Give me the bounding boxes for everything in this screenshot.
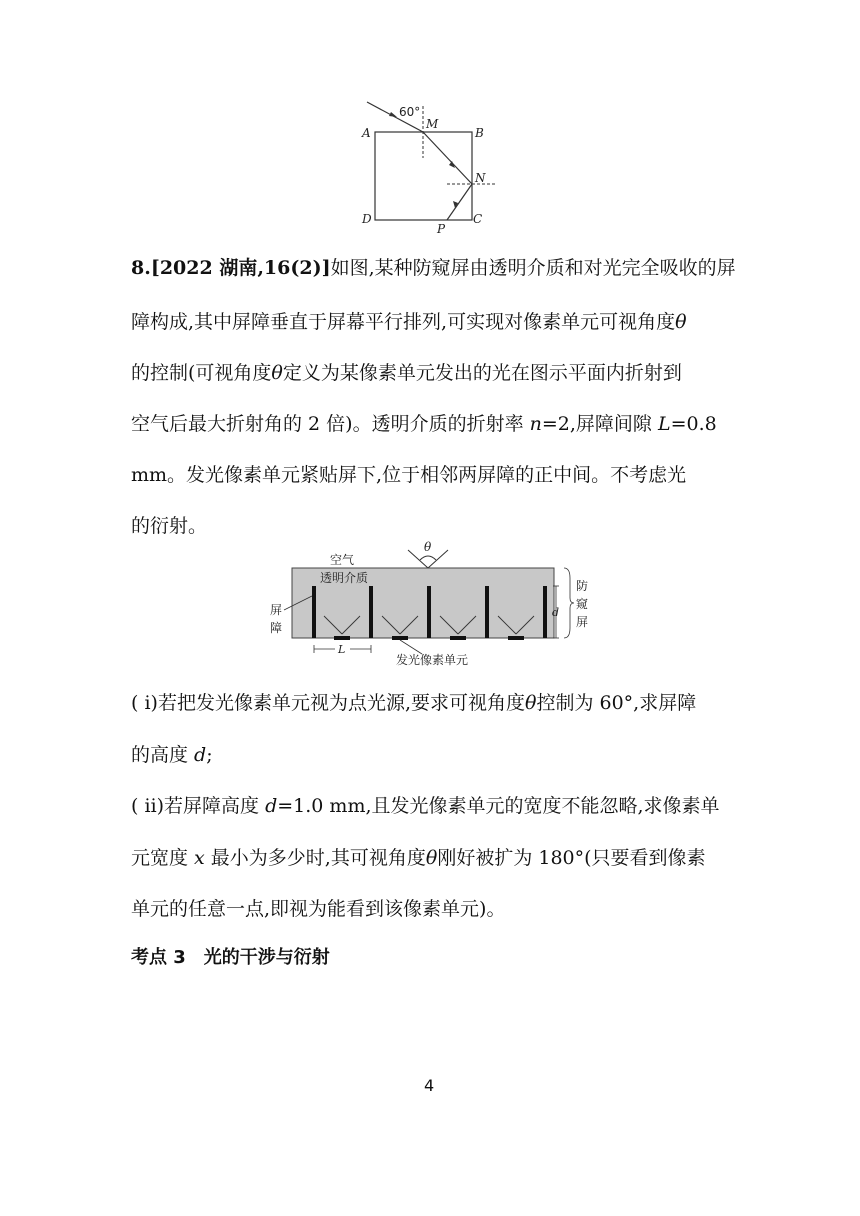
part-ii-line2-c: 刚好被扩为 180°(只要看到像素: [437, 847, 706, 869]
part-ii-var-d: d: [265, 795, 278, 817]
part-ii-label: ( ⅱ): [131, 795, 165, 817]
q8-theta: θ: [675, 311, 687, 333]
part-ii-text-b: =1.0 mm,且发光像素单元的宽度不能忽略,求像素单: [277, 795, 720, 817]
q8-line3-b: 定义为某像素单元发出的光在图示平面内折射到: [282, 362, 682, 384]
q8-var-l: L: [657, 413, 671, 435]
barrier: [485, 586, 489, 638]
page-number: 4: [424, 1076, 435, 1095]
part-i-var-d: d: [194, 744, 207, 766]
part-ii-line-1: [131, 791, 720, 818]
label-b: B: [475, 126, 484, 140]
q8-line-5: mm。发光像素单元紧贴屏下,位于相邻两屏障的正中间。不考虑光: [131, 464, 687, 486]
l-label: L: [338, 643, 346, 656]
screen-brace: [564, 568, 574, 638]
part-i-text-b: 控制为 60°,求屏障: [536, 692, 697, 714]
part-i-label: ( ⅰ): [131, 692, 158, 714]
part-i-theta: θ: [525, 692, 537, 714]
barrier: [312, 586, 316, 638]
section-heading: 考点 3 光的干涉与衍射: [131, 947, 330, 968]
d-label: d: [552, 606, 560, 619]
refraction-figure: [355, 98, 515, 238]
screen-label-1: 防: [576, 579, 589, 593]
part-i-line-2: [131, 740, 213, 767]
barrier: [369, 586, 373, 638]
q8-var-n: n: [529, 413, 542, 435]
q8-line2-text: 障构成,其中屏障垂直于屏幕平行排列,可实现对像素单元可视角度: [131, 311, 676, 333]
label-d: D: [362, 212, 372, 226]
medium-label: 透明介质: [320, 571, 369, 585]
q8-line1-text: 如图,某种防窥屏由透明介质和对光完全吸收的屏: [330, 257, 736, 279]
pixel-label: 发光像素单元: [396, 653, 469, 667]
theta-arc: [420, 556, 436, 560]
part-ii-line-3: 单元的任意一点,即视为能看到该像素单元)。: [131, 898, 506, 920]
part-i-line2-a: 的高度: [131, 744, 195, 766]
q8-line-4: [131, 409, 717, 436]
q8-line3-theta: θ: [271, 362, 283, 384]
q8-line4-a: 空气后最大折射角的 2 倍)。透明介质的折射率: [131, 413, 530, 435]
label-p: P: [437, 222, 446, 236]
block-rect: [375, 132, 472, 220]
label-n: N: [475, 171, 486, 185]
barrier: [427, 586, 431, 638]
part-ii-line2-b: 最小为多少时,其可视角度: [204, 847, 426, 869]
pixel-unit: [392, 636, 408, 640]
label-m: M: [426, 117, 439, 131]
part-i-line2-b: ;: [206, 744, 213, 766]
q8-line-6: 的衍射。: [131, 515, 208, 537]
refracted-ray: [423, 132, 472, 184]
q8-source: 8.[2022 湖南,16(2)]: [131, 257, 331, 279]
part-ii-line2-a: 元宽度: [131, 847, 195, 869]
q8-line4-c: =0.8: [670, 413, 717, 435]
label-a: A: [362, 126, 371, 140]
q8-line3-a: 的控制(可视角度: [131, 362, 272, 384]
part-ii-line-2: [131, 843, 706, 870]
pixel-pointer: [400, 640, 422, 654]
privacy-screen-figure: [262, 538, 592, 673]
barrier-label-1: 屏: [270, 603, 283, 617]
part-i-line-1: [131, 688, 696, 715]
angle-label: 60°: [399, 105, 421, 119]
q8-line-2: [131, 307, 687, 334]
part-i-text-a: 若把发光像素单元视为点光源,要求可视角度: [157, 692, 525, 714]
air-label: 空气: [330, 553, 355, 567]
q8-line-3: [131, 358, 682, 385]
incident-arrow: [389, 112, 397, 117]
part-ii-var-x: x: [194, 847, 205, 869]
part-ii-theta: θ: [425, 847, 438, 869]
part-ii-text-a: 若屏障高度: [164, 795, 266, 817]
q8-line-1: [131, 253, 736, 280]
reflected-ray: [447, 184, 472, 220]
pixel-unit: [334, 636, 350, 640]
theta-label: θ: [424, 540, 432, 554]
screen-label-2: 窥: [576, 597, 589, 611]
pixel-unit: [508, 636, 524, 640]
barrier-label-2: 障: [270, 621, 283, 635]
screen-label-3: 屏: [576, 615, 589, 629]
label-c: C: [473, 212, 483, 226]
pixel-unit: [450, 636, 466, 640]
barrier: [543, 586, 547, 638]
q8-line4-b: =2,屏障间隙: [541, 413, 658, 435]
